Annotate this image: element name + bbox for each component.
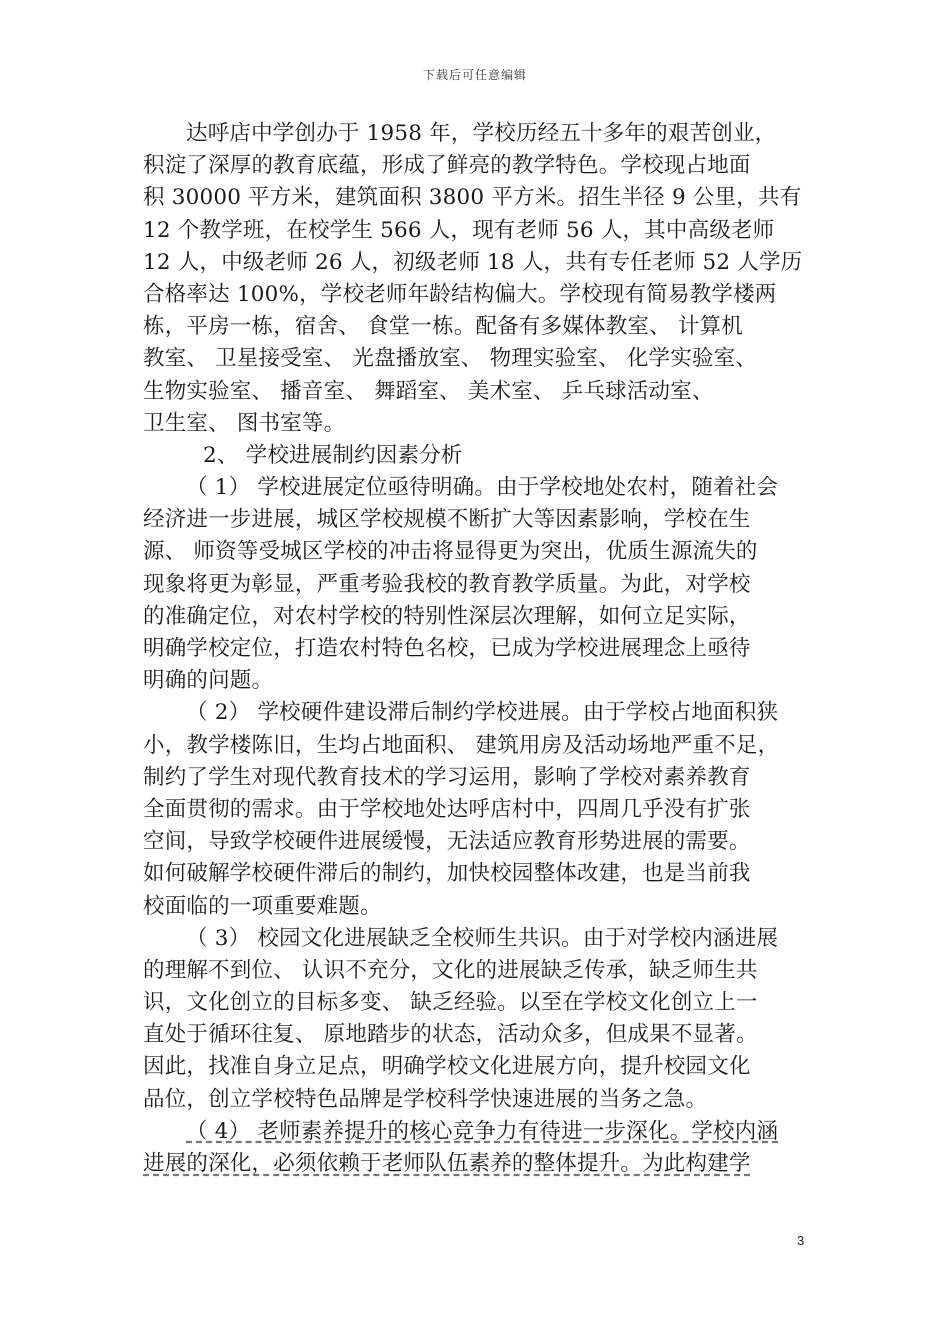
paragraph-line: 合格率达 100%，学校老师年龄结构偏大。学校现有简易教学楼两 xyxy=(143,281,777,307)
paragraph-line: 积淀了深厚的教育底蕴，形成了鲜亮的教学特色。学校现占地面 xyxy=(143,153,751,179)
paragraph-line: 12 个教学班，在校学生 566 人，现有老师 56 人，其中高级老师 xyxy=(143,217,775,243)
paragraph-line: 识，文化创立的目标多变、 缺乏经验。以至在学校文化创立上一 xyxy=(143,990,758,1016)
paragraph-line: 经济进一步进展，城区学校规模不断扩大等因素影响，学校在生 xyxy=(143,507,751,533)
paragraph-line: 如何破解学校硬件滞后的制约，加快校园整体改建，也是当前我 xyxy=(143,861,751,887)
paragraph-line: 品位，创立学校特色品牌是学校科学快速进展的当务之急。 xyxy=(143,1086,708,1112)
page-number: 3 xyxy=(797,1233,805,1248)
paragraph-line: 积 30000 平方米，建筑面积 3800 平方米。招生半径 9 公里，共有 xyxy=(143,185,802,211)
paragraph-line: 进展的深化，必须依赖于老师队伍素养的整体提升。为此构建学 xyxy=(143,1151,751,1176)
paragraph-line: 因此，找准自身立足点，明确学校文化进展方向，提升校园文化 xyxy=(143,1054,751,1080)
paragraph-line: 明确学校定位，打造农村特色名校，已成为学校进展理念上亟待 xyxy=(143,636,751,661)
paragraph-line: 生物实验室、 播音室、 舞蹈室、 美术室、 乒乓球活动室、 xyxy=(143,378,714,404)
paragraph-line: （ 2） 学校硬件建设滞后制约学校进展。由于学校占地面积狭 xyxy=(186,700,779,726)
paragraph-line: 制约了学生对现代教育技术的学习运用，影响了学校对素养教育 xyxy=(143,764,751,790)
paragraph-line: （ 4） 老师素养提升的核心竞争力有待进一步深化。学校内涵 xyxy=(186,1118,779,1144)
page-header: 下载后可任意编辑 xyxy=(422,68,527,82)
paragraph-line: 明确的问题。 xyxy=(143,668,274,694)
paragraph-line: 全面贯彻的需求。由于学校地处达呼店村中，四周几乎没有扩张 xyxy=(143,796,751,822)
paragraph-line: 空间，导致学校硬件进展缓慢，无法适应教育形势进展的需要。 xyxy=(143,829,751,855)
paragraph-line: 12 人，中级老师 26 人，初级老师 18 人，共有专任老师 52 人学历 xyxy=(143,249,803,275)
paragraph-line: 的理解不到位、 认识不充分，文化的进展缺乏传承，缺乏师生共 xyxy=(143,957,758,983)
document-body xyxy=(143,118,808,1180)
paragraph-line: 教室、 卫星接受室、 光盘播放室、 物理实验室、 化学实验室、 xyxy=(143,346,758,372)
paragraph-line: 小，教学楼陈旧，生均占地面积、 建筑用房及活动场地严重不足， xyxy=(143,732,780,758)
paragraph-line: 源、 师资等受城区学校的冲击将显得更为突出，优质生源流失的 xyxy=(143,539,758,565)
paragraph-line: 栋，平房一栋，宿舍、 食堂一栋。配备有多媒体教室、 计算机 xyxy=(143,314,743,340)
paragraph-line: 达呼店中学创办于 1958 年，学校历经五十多年的艰苦创业， xyxy=(186,121,777,146)
paragraph-line: （ 3） 校园文化进展缺乏全校师生共识。由于对学校内涵进展 xyxy=(186,925,779,951)
paragraph-line: 现象将更为彰显，严重考验我校的教育教学质量。为此，对学校 xyxy=(143,571,751,597)
paragraph-line: 直处于循环往复、 原地踏步的状态，活动众多，但成果不显著。 xyxy=(143,1022,758,1048)
paragraph-line: （ 1） 学校进展定位亟待明确。由于学校地处农村，随着社会 xyxy=(186,475,779,501)
paragraph-line: 卫生室、 图书室等。 xyxy=(143,410,346,436)
paragraph-line: 的准确定位，对农村学校的特别性深层次理解，如何立足实际， xyxy=(143,603,751,629)
section-heading: 2、 学校进展制约因素分析 xyxy=(203,442,463,468)
paragraph-line: 校面临的一项重要难题。 xyxy=(143,893,382,919)
